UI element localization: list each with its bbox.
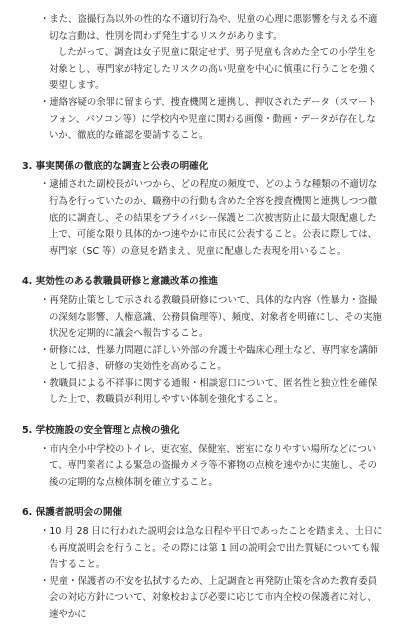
section-heading: 6. 保護者説明会の開催	[22, 507, 123, 519]
section-4	[22, 274, 383, 409]
section-heading: 3. 事実関係の徹底的な調査と公表の明確化	[22, 160, 209, 172]
section-item: ・児童・保護者の不安を払拭するため、上記調査と再発防止策を含めた教育委員会の対応方針について、対象校および必要に応じて市内全校の保護者に対し、速やかに	[40, 575, 378, 620]
intro-bullet-1: ・また、盗撮行為以外の性的な不適切行為や、児童の心理に悪影響を与える不適切な言動は、性別を問わず発生するリスクがあります。	[40, 14, 378, 42]
section-heading: 4. 実効性のある教職員研修と意識改革の推進	[22, 276, 218, 288]
section-heading: 5. 学校施設の安全管理と点検の強化	[22, 425, 180, 437]
section-item: ・10 月 28 日に行われた説明会は急な日程や平日であったことを踏まえ、土日にも再度説明会を行うこと。その際には第 1 回の説明会で出た質疑についても報告すること。	[40, 526, 383, 571]
section-6	[22, 505, 383, 623]
section-item: ・研修には、性暴力問題に詳しい外部の弁護士や臨床心理士など、専門家を講師として招き、研修の実効性を高めること。	[40, 344, 378, 373]
section-5	[22, 423, 383, 491]
intro-paragraph: したがって、調査は女子児童に限定せず、男子児童も含めた全ての小学生を対象とし、専門家が特定したリスクの高い児童を中心に慎重に行うことを強く要望します。	[49, 47, 377, 92]
section-item: ・教職員による不祥事に関する通報・相談窓口について、匿名性と独立性を確保した上で、教職員が利用しやすい体制を強化すること。	[40, 377, 378, 406]
intro-bullet-2: ・連絡容疑の余罪に留まらず、捜査機関と連携し、押収されたデータ（スマートフォン、パソコン等）に学校内や児童に関わる画像・動画・データが存在しないか、徹底的な確認を要請すること。	[40, 96, 377, 142]
section-3	[22, 159, 383, 261]
intro-block	[40, 12, 383, 145]
section-item: ・逮捕された副校長がいつから、どの程度の頻度で、どのような種類の不適切な行為を行っていたのか、職務中の行動も含めた全容を捜査機関と連携しつつ徹底的に調査し、その結果をプライバシー保護と二次被害防止に最大限配慮した上で、可能な限り具体的かつ速やかに市民に公表すること。公表に際しては、専門家（SC 等）の意見を踏まえ、児童に配慮した表現を用いること。	[40, 179, 378, 257]
section-item: ・再発防止策として示される教職員研修について、具体的な内容（性暴力・盗撮の深刻な影響、人権意識、公務員倫理等）、頻度、対象者を明確にし、その実施状況を定期的に議会へ報告すること。	[40, 294, 382, 340]
section-item: ・市内全小中学校のトイレ、更衣室、保健室、密室になりやすい場所などについて、専門業者による緊急の盗撮カメラ等不審物の点検を速やかに実施し、その後の定期的な点検体制を確立すること。	[40, 443, 377, 488]
